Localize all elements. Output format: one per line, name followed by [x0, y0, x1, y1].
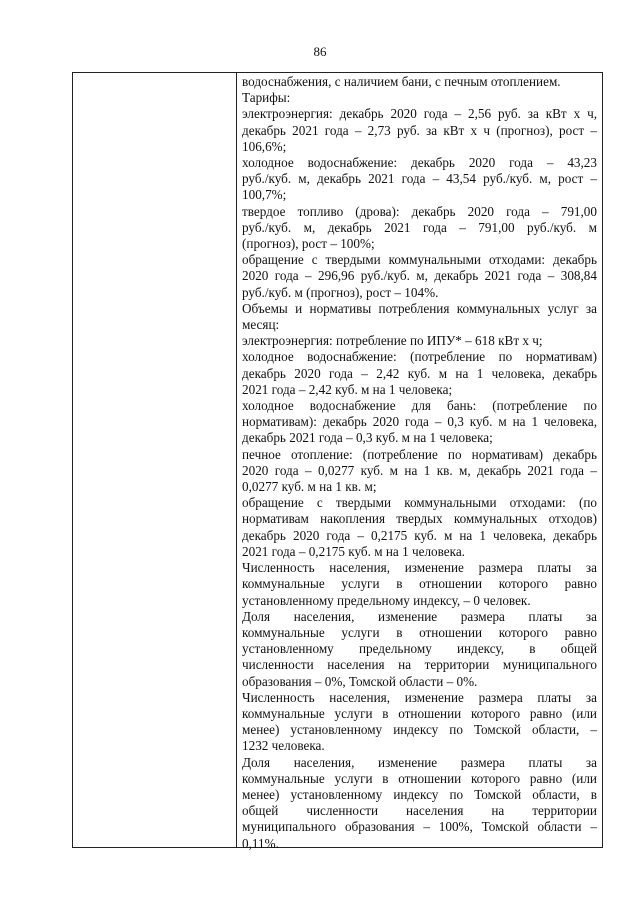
text-line: 106,6%; [242, 138, 287, 154]
text-line: коммунальные услуги в отношении которого равно (или [242, 770, 597, 786]
text-line: руб./куб. м, декабрь 2021 года – 791,00 руб./куб. м [242, 219, 597, 235]
table-column-divider [236, 73, 237, 847]
text-line: руб./куб. м, декабрь 2021 года – 43,54 руб./куб. м, рост – [242, 171, 597, 187]
text-line: водоснабжения, с наличием бани, с печным отоплением. [242, 74, 561, 89]
table-cell-text [242, 74, 597, 852]
text-line: электроэнергия: декабрь 2020 года – 2,56 руб. за кВт х ч, [242, 106, 597, 122]
text-line: 0,0277 куб. м на 1 кв. м; [242, 479, 377, 495]
text-line: декабрь 2021 года – 2,73 руб. за кВт х ч (прогноз), рост – [242, 122, 597, 138]
text-line: руб./куб. м (прогноз), рост – 104%. [242, 284, 439, 300]
table [72, 72, 603, 851]
text-line: электроэнергия: потребление по ИПУ* – 618 кВт х ч; [242, 333, 543, 349]
text-line: декабрь 2020 года – 0,2175 куб. м на 1 человека, декабрь [242, 527, 597, 543]
text-line: нормативам): декабрь 2020 года – 0,3 куб. м на 1 человека, [242, 414, 597, 430]
text-line: установленному предельному индексу, – 0 человек. [242, 592, 531, 608]
text-line: 1232 человека. [242, 738, 325, 754]
text-line: (прогноз), рост – 100%; [242, 236, 375, 252]
text-line: 0,11%. [242, 835, 279, 851]
text-line: холодное водоснабжение: декабрь 2020 года – 43,23 [242, 155, 597, 171]
text-line: численности населения на территории муниципального [242, 657, 597, 673]
text-line: твердое топливо (дрова): декабрь 2020 года – 791,00 [242, 203, 597, 219]
text-line: 2021 года – 2,42 куб. м на 1 человека; [242, 381, 453, 397]
text-line: холодное водоснабжение для бань: (потребление по [242, 398, 597, 414]
text-line: обращение с твердыми коммунальными отходами: декабрь [242, 252, 597, 268]
text-line: 2020 года – 296,96 руб./куб. м, декабрь 2021 года – 308,84 [242, 268, 597, 284]
text-line: коммунальные услуги в отношении которого равно (или [242, 705, 597, 721]
text-line: декабрь 2020 года – 2,42 куб. м на 1 человека, декабрь [242, 365, 597, 381]
text-line: декабрь 2021 года – 0,3 куб. м на 1 человека; [242, 430, 493, 446]
text-line: Численность населения, изменение размера платы за [242, 560, 597, 576]
text-line: менее) установленному индексу по Томской области, – [242, 722, 597, 738]
text-line: Численность населения, изменение размера платы за [242, 689, 597, 705]
text-line: обращение с твердыми коммунальными отходами: (по [242, 495, 597, 511]
text-line: 100,7%; [242, 187, 287, 203]
text-line: 2021 года – 0,2175 куб. м на 1 человека. [242, 543, 465, 559]
text-line: образования – 0%, Томской области – 0%. [242, 673, 478, 689]
text-line: 2020 года – 0,0277 куб. м на 1 кв. м, декабрь 2021 года – [242, 462, 597, 478]
text-line: Доля населения, изменение размера платы за [242, 754, 597, 770]
text-line: нормативам накопления твердых коммунальных отходов) [242, 511, 597, 527]
text-line: месяц: [242, 317, 280, 333]
text-line: печное отопление: (потребление по нормативам) декабрь [242, 446, 597, 462]
text-line: установленному предельному индексу, в общей [242, 641, 597, 657]
text-line: коммунальные услуги в отношении которого равно [242, 576, 597, 592]
page-number: 86 [313, 44, 327, 59]
text-line: Доля населения, изменение размера платы за [242, 608, 597, 624]
text-line: Тарифы: [242, 90, 291, 106]
text-line: холодное водоснабжение: (потребление по нормативам) [242, 349, 597, 365]
text-line: Объемы и нормативы потребления коммунальных услуг за [242, 300, 597, 316]
text-line: общей численности населения на территории [242, 803, 597, 819]
text-line: менее) установленному индексу по Томской области, в [242, 786, 597, 802]
text-line: коммунальные услуги в отношении которого равно [242, 624, 597, 640]
text-line: муниципального образования – 100%, Томской области – [242, 819, 597, 835]
